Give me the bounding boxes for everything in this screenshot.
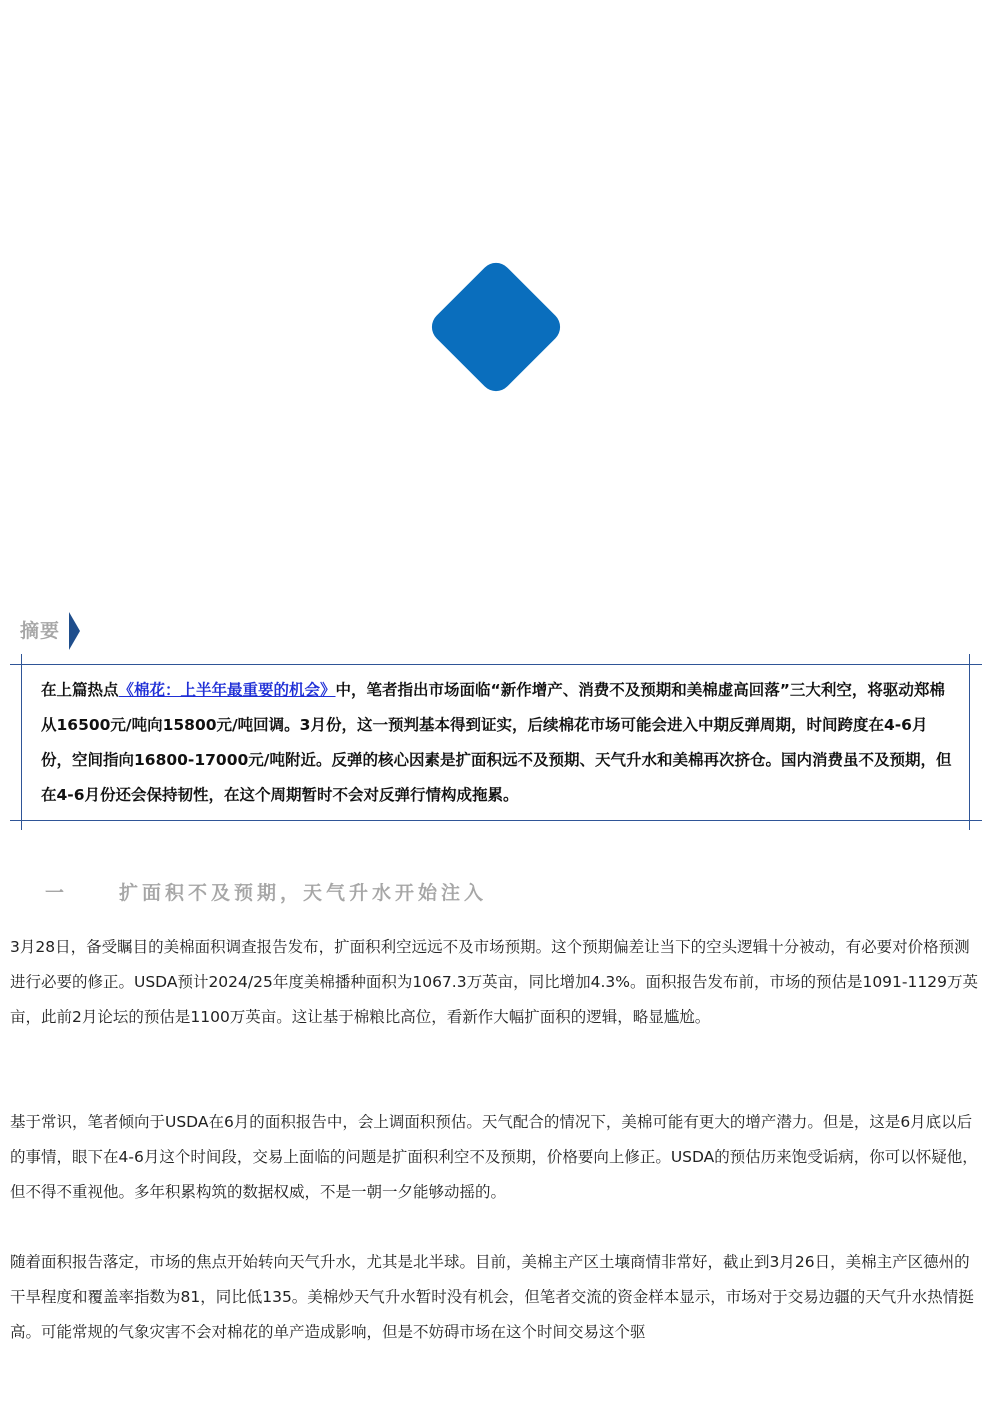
section-number: 一 — [45, 882, 69, 904]
summary-box — [10, 654, 982, 830]
previous-article-link[interactable]: 《棉花：上半年最重要的机会》 — [118, 681, 336, 699]
summary-right-border — [969, 654, 970, 830]
summary-text — [41, 673, 956, 813]
diamond-logo-icon — [425, 256, 566, 397]
summary-top-border — [10, 664, 982, 665]
body-paragraph-3: 随着面积报告落定，市场的焦点开始转向天气升水，尤其是北半球。目前，美棉主产区土壤商情非常好，截止到3月26日，美棉主产区德州的干旱程度和覆盖率指数为81，同比低135。美棉炒天气升水暂时没有机会，但笔者交流的资金样本显示，市场对于交易边疆的天气升水热情挺高。可能常规的气象灾害不会对棉花的单产造成影响，但是不妨碍市场在这个时间交易这个驱 — [10, 1253, 974, 1341]
summary-bottom-border — [10, 820, 982, 821]
body-paragraph-2: 基于常识，笔者倾向于USDA在6月的面积报告中，会上调面积预估。天气配合的情况下，美棉可能有更大的增产潜力。但是，这是6月底以后的事情，眼下在4-6月这个时间段，交易上面临的问题是扩面积利空不及预期，价格要向上修正。USDA的预估历来饱受诟病，你可以怀疑他，但不得不重视他。多年积累构筑的数据权威，不是一朝一夕能够动摇的。 — [10, 1113, 978, 1201]
abstract-label: 摘要 — [20, 620, 61, 642]
section-title: 扩面积不及预期，天气升水开始注入 — [119, 882, 488, 904]
summary-left-border — [21, 654, 22, 830]
summary-text-intro: 在上篇热点 — [41, 681, 119, 699]
section-heading — [45, 878, 487, 905]
body-paragraph-1: 3月28日，备受瞩目的美棉面积调查报告发布，扩面积利空远远不及市场预期。这个预期偏差让当下的空头逻辑十分被动，有必要对价格预测进行必要的修正。USDA预计2024/25年度美棉播种面积为1067.3万英亩，同比增加4.3%。面积报告发布前，市场的预估是1091-1129万英亩，此前2月论坛的预估是1100万英亩。这让基于棉粮比高位，看新作大幅扩面积的逻辑，略显尴尬。 — [10, 938, 978, 1026]
chevron-right-icon — [69, 612, 80, 650]
summary-text-body: 中，笔者指出市场面临“新作增产、消费不及预期和美棉虚高回落”三大利空，将驱动郑棉从16500元/吨向15800元/吨回调。3月份，这一预判基本得到证实，后续棉花市场可能会进入中期反弹周期，时间跨度在4-6月份，空间指向16800-17000元/吨附近。反弹的核心因素是扩面积远不及预期、天气升水和美棉再次挤仓。国内消费虽不及预期，但在4-6月份还会保持韧性，在这个周期暂时不会对反弹行情构成拖累。 — [41, 681, 952, 804]
